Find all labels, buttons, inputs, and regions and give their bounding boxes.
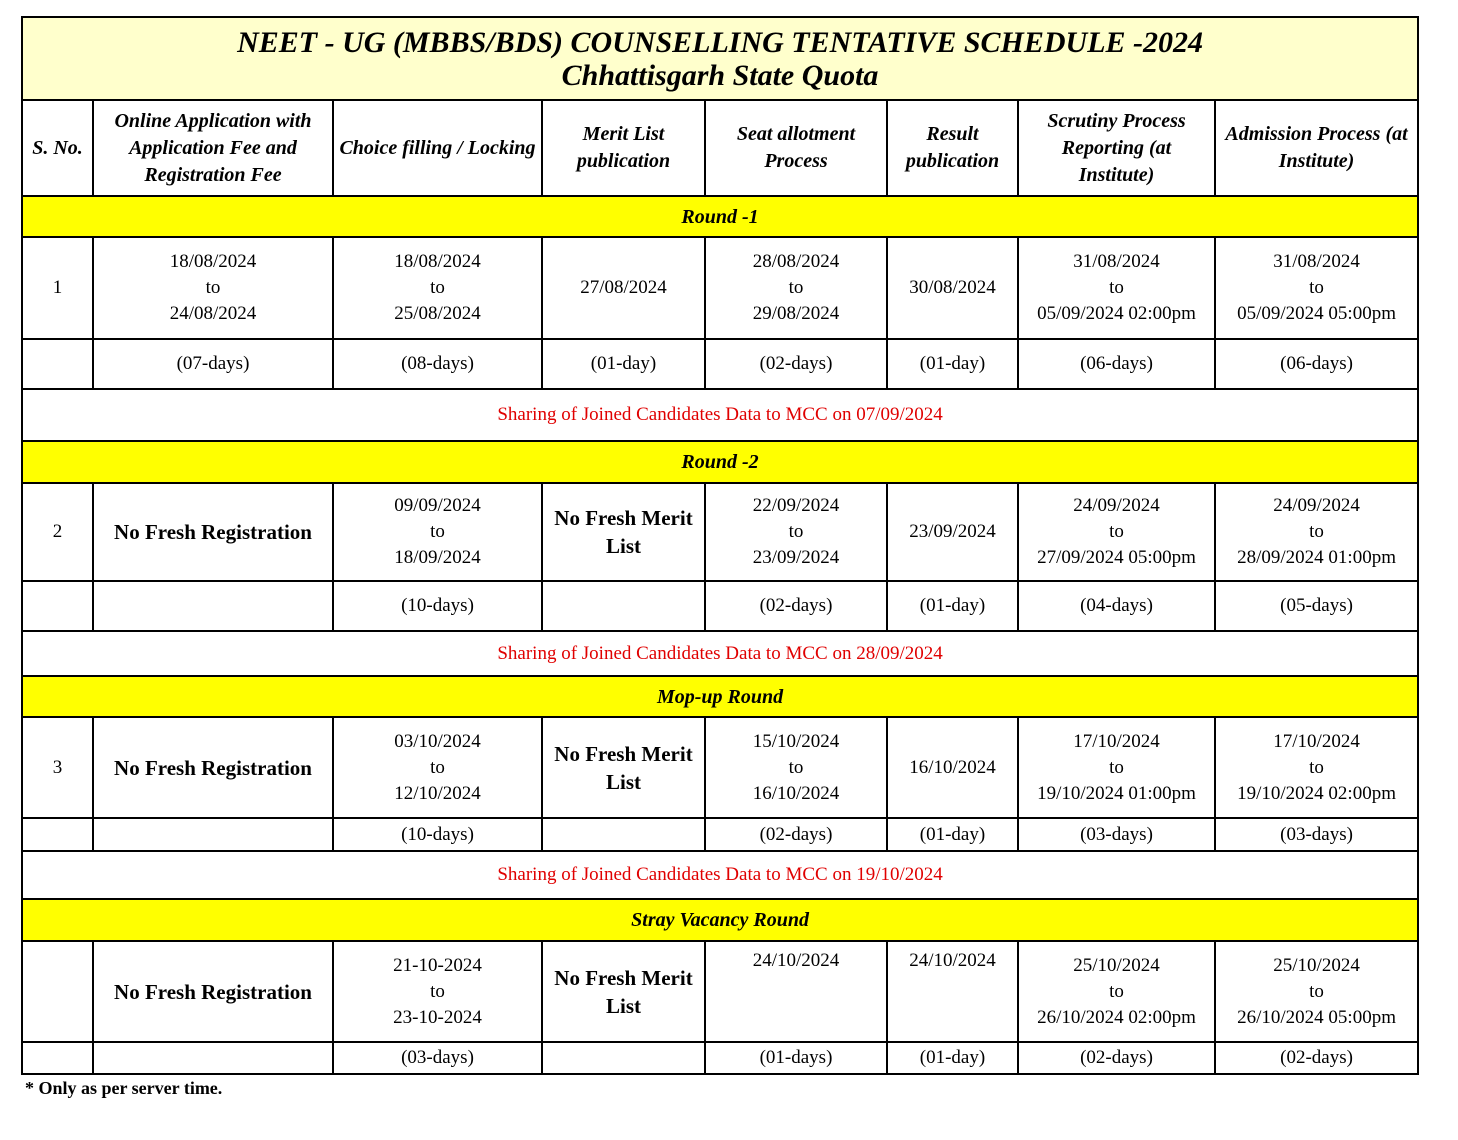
choice-days: (10-days)	[333, 581, 542, 631]
mopup-round-label: Mop-up Round	[22, 676, 1418, 717]
choice-days: (10-days)	[333, 818, 542, 851]
footnote: * Only as per server time.	[25, 1078, 223, 1098]
round-1-days-row	[22, 339, 1418, 389]
scrutiny-cell: 31/08/2024 to 05/09/2024 02:00pm	[1018, 237, 1215, 339]
choice-cell: 18/08/2024 to 25/08/2024	[333, 237, 542, 339]
round-1-sharing-note: Sharing of Joined Candidates Data to MCC on 07/09/2024	[22, 389, 1418, 441]
stray-dates-row	[22, 941, 1418, 1042]
registration-days: (07-days)	[93, 339, 333, 389]
mopup-dates-row	[22, 717, 1418, 818]
scrutiny-days: (02-days)	[1018, 1042, 1215, 1074]
mopup-days-row	[22, 818, 1418, 851]
admission-cell: 25/10/2024 to 26/10/2024 05:00pm	[1215, 941, 1418, 1042]
admission-days: (06-days)	[1215, 339, 1418, 389]
scrutiny-days: (06-days)	[1018, 339, 1215, 389]
admission-days: (03-days)	[1215, 818, 1418, 851]
header-admission: Admission Process (at Institute)	[1215, 100, 1418, 196]
admission-cell: 31/08/2024 to 05/09/2024 05:00pm	[1215, 237, 1418, 339]
result-days: (01-day)	[887, 581, 1018, 631]
seat-cell: 15/10/2024 to 16/10/2024	[705, 717, 887, 818]
registration-cell: No Fresh Registration	[93, 717, 333, 818]
sno-cell: 2	[22, 483, 93, 581]
header-registration: Online Application with Application Fee and Registration Fee	[93, 100, 333, 196]
admission-cell: 17/10/2024 to 19/10/2024 02:00pm	[1215, 717, 1418, 818]
seat-cell: 24/10/2024	[705, 941, 887, 1042]
round-2-dates-row	[22, 483, 1418, 581]
merit-cell: No Fresh Merit List	[542, 717, 705, 818]
admission-days: (02-days)	[1215, 1042, 1418, 1074]
choice-cell: 09/09/2024 to 18/09/2024	[333, 483, 542, 581]
title-line-1: NEET - UG (MBBS/BDS) COUNSELLING TENTATIVE SCHEDULE -2024	[237, 25, 1204, 59]
sno-cell: 3	[22, 717, 93, 818]
choice-cell: 21-10-2024 to 23-10-2024	[333, 941, 542, 1042]
result-days: (01-day)	[887, 818, 1018, 851]
merit-cell: No Fresh Merit List	[542, 483, 705, 581]
header-merit: Merit List publication	[542, 100, 705, 196]
scrutiny-cell: 25/10/2024 to 26/10/2024 02:00pm	[1018, 941, 1215, 1042]
header-result: Result publication	[887, 100, 1018, 196]
seat-days: (01-days)	[705, 1042, 887, 1074]
round-2-label: Round -2	[22, 441, 1418, 483]
result-cell: 24/10/2024	[887, 941, 1018, 1042]
scrutiny-days: (03-days)	[1018, 818, 1215, 851]
sno-cell	[22, 941, 93, 1042]
merit-cell: No Fresh Merit List	[542, 941, 705, 1042]
header-sno: S. No.	[22, 100, 93, 196]
seat-days: (02-days)	[705, 818, 887, 851]
round-2-sharing-note: Sharing of Joined Candidates Data to MCC on 28/09/2024	[22, 631, 1418, 676]
admission-cell: 24/09/2024 to 28/09/2024 01:00pm	[1215, 483, 1418, 581]
merit-cell: 27/08/2024	[542, 237, 705, 339]
result-days: (01-day)	[887, 339, 1018, 389]
sno-cell: 1	[22, 237, 93, 339]
registration-cell: No Fresh Registration	[93, 483, 333, 581]
mopup-sharing-note: Sharing of Joined Candidates Data to MCC on 19/10/2024	[22, 851, 1418, 899]
scrutiny-days: (04-days)	[1018, 581, 1215, 631]
result-days: (01-day)	[887, 1042, 1018, 1074]
scrutiny-cell: 17/10/2024 to 19/10/2024 01:00pm	[1018, 717, 1215, 818]
scrutiny-cell: 24/09/2024 to 27/09/2024 05:00pm	[1018, 483, 1215, 581]
header-seat: Seat allotment Process	[705, 100, 887, 196]
stray-days-row	[22, 1042, 1418, 1074]
schedule-table	[21, 16, 1419, 1075]
seat-cell: 28/08/2024 to 29/08/2024	[705, 237, 887, 339]
admission-days: (05-days)	[1215, 581, 1418, 631]
result-cell: 23/09/2024	[887, 483, 1018, 581]
result-cell: 30/08/2024	[887, 237, 1018, 339]
merit-days: (01-day)	[542, 339, 705, 389]
header-row	[22, 100, 1418, 196]
seat-cell: 22/09/2024 to 23/09/2024	[705, 483, 887, 581]
schedule-title	[22, 17, 1418, 100]
choice-days: (03-days)	[333, 1042, 542, 1074]
stray-round-label: Stray Vacancy Round	[22, 899, 1418, 941]
seat-days: (02-days)	[705, 339, 887, 389]
result-cell: 16/10/2024	[887, 717, 1018, 818]
registration-cell: 18/08/2024 to 24/08/2024	[93, 237, 333, 339]
choice-cell: 03/10/2024 to 12/10/2024	[333, 717, 542, 818]
choice-days: (08-days)	[333, 339, 542, 389]
header-choice: Choice filling / Locking	[333, 100, 542, 196]
round-2-days-row	[22, 581, 1418, 631]
round-1-dates-row	[22, 237, 1418, 339]
seat-days: (02-days)	[705, 581, 887, 631]
round-1-label: Round -1	[22, 196, 1418, 237]
header-scrutiny: Scrutiny Process Reporting (at Institute)	[1018, 100, 1215, 196]
title-line-2: Chhattisgarh State Quota	[561, 58, 879, 92]
registration-cell: No Fresh Registration	[93, 941, 333, 1042]
